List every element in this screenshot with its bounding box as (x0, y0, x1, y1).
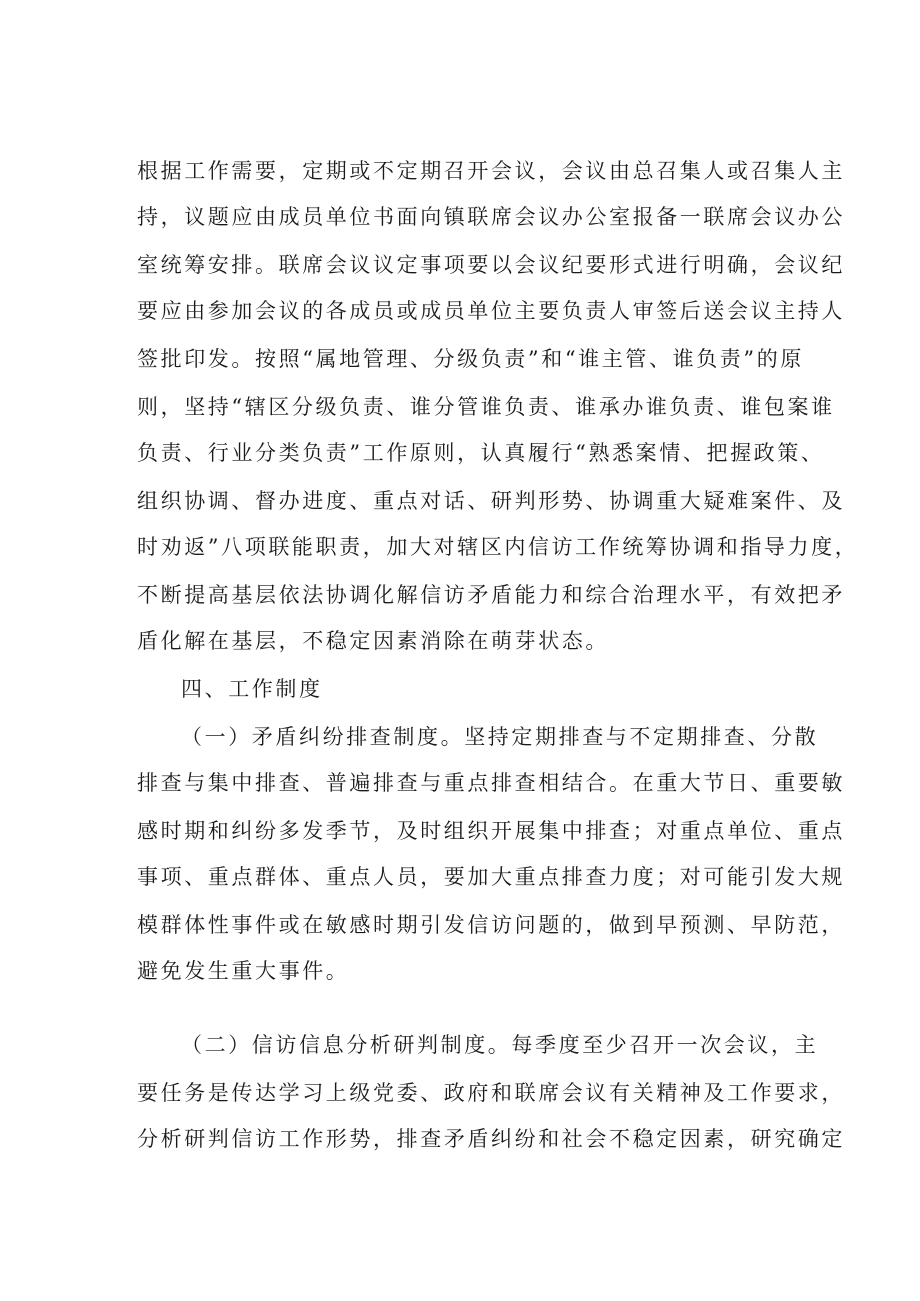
paragraph-line: 时劝返”八项联能职责，加大对辖区内信访工作统筹协调和指导力度， (137, 535, 859, 559)
paragraph-line: 根据工作需要，定期或不定期召开会议，会议由总召集人或召集人主 (137, 159, 845, 183)
paragraph-line: 感时期和纠纷多发季节，及时组织开展集中排查；对重点单位、重点 (137, 819, 845, 843)
paragraph-line: 持，议题应由成员单位书面向镇联席会议办公室报备一联席会议办公 (137, 205, 845, 229)
paragraph-line: （二）信访信息分析研判制度。每季度至少召开一次会议，主 (181, 1033, 819, 1057)
paragraph-line: 盾化解在基层，不稳定因素消除在萌芽状态。 (137, 629, 609, 653)
paragraph-line: 分析研判信访工作形势，排查矛盾纠纷和社会不稳定因素，研究确定 (137, 1127, 845, 1151)
paragraph-line: 要应由参加会议的各成员或成员单位主要负责人审签后送会议主持人 (137, 299, 845, 323)
paragraph-line: 组织协调、督办进度、重点对话、研判形势、协调重大疑难案件、及 (137, 489, 845, 513)
paragraph-line: 要任务是传达学习上级党委、政府和联席会议有关精神及工作要求， (137, 1081, 845, 1105)
paragraph-line: 事项、重点群体、重点人员，要加大重点排查力度；对可能引发大规 (137, 865, 845, 889)
paragraph-line: 签批印发。按照“属地管理、分级负责”和“谁主管、谁负责”的原 (137, 347, 804, 371)
paragraph-line: 排查与集中排查、普遍排查与重点排查相结合。在重大节日、重要敏 (137, 771, 845, 795)
paragraph-line: 负责、行业分类负责”工作原则，认真履行“熟悉案情、把握政策、 (137, 441, 825, 465)
paragraph-line: （一）矛盾纠纷排查制度。坚持定期排查与不定期排查、分散 (181, 725, 819, 749)
paragraph-line: 室统筹安排。联席会议议定事项要以会议纪要形式进行明确，会议纪 (137, 253, 845, 277)
paragraph-line: 则，坚持“辖区分级负责、谁分管谁负责、谁承办谁负责、谁包案谁 (137, 395, 835, 419)
paragraph-line: 不断提高基层依法协调化解信访矛盾能力和综合治理水平，有效把矛 (137, 583, 845, 607)
paragraph-line: 避免发生重大事件。 (137, 959, 350, 983)
paragraph-line: 模群体性事件或在敏感时期引发信访问题的，做到早预测、早防范， (137, 913, 845, 937)
section-heading: 四、工作制度 (181, 677, 323, 701)
